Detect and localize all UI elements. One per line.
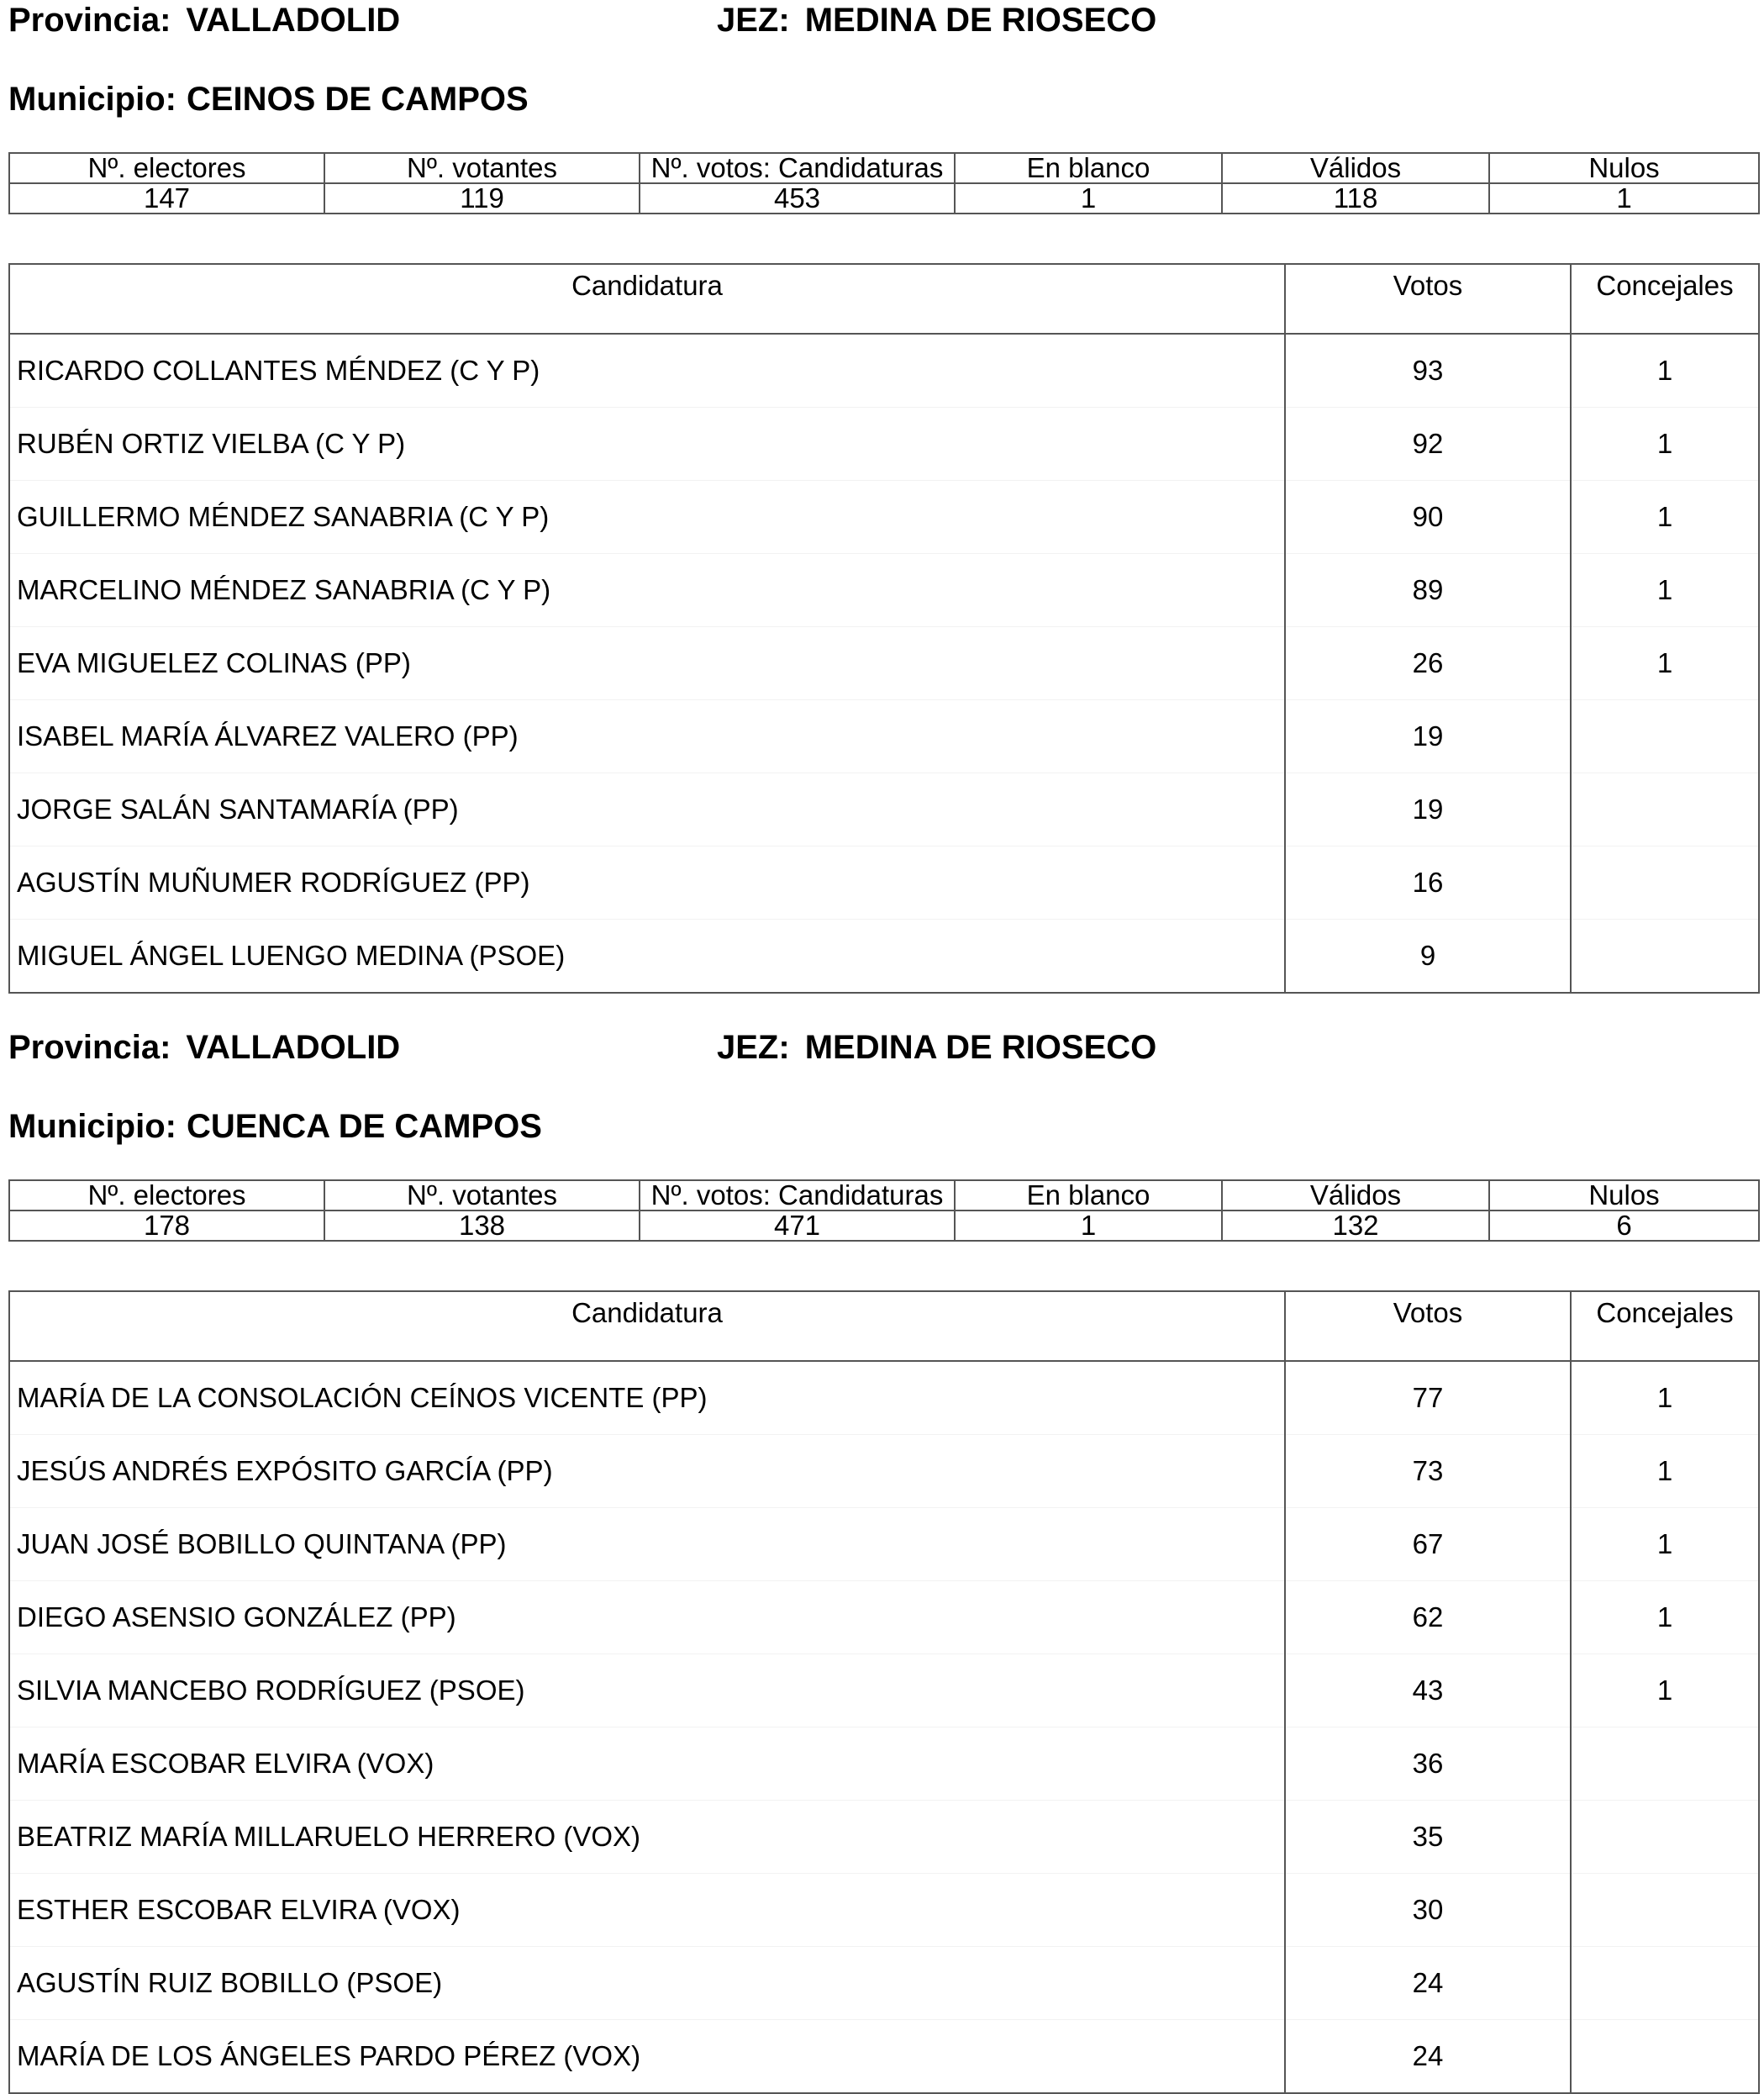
table-row — [9, 773, 1759, 847]
stats-value-row — [9, 1211, 1759, 1241]
municipio-line — [8, 1106, 542, 1147]
candidate-seats: 1 — [1571, 1654, 1759, 1727]
table-row — [9, 554, 1759, 627]
candidate-votes: 19 — [1285, 700, 1571, 773]
stats-header-row — [9, 153, 1759, 183]
concejales-header: Concejales — [1571, 264, 1759, 334]
provincia-value: VALLADOLID — [186, 2, 401, 39]
municipio-line — [8, 79, 529, 119]
candidate-seats — [1571, 700, 1759, 773]
jez-label: JEZ: — [717, 2, 790, 39]
candidates-header-row — [9, 264, 1759, 334]
candidate-votes: 26 — [1285, 627, 1571, 700]
candidate-votes: 67 — [1285, 1508, 1571, 1581]
candidate-seats: 1 — [1571, 1581, 1759, 1654]
stats-value-cell: 147 — [9, 183, 324, 214]
candidate-votes: 90 — [1285, 481, 1571, 554]
stats-value-cell: 132 — [1222, 1211, 1489, 1241]
stats-table — [8, 152, 1760, 214]
candidate-name: JESÚS ANDRÉS EXPÓSITO GARCÍA (PP) — [9, 1435, 1285, 1508]
stats-header-cell: Nº. votos: Candidaturas — [640, 1180, 955, 1211]
table-row — [9, 2020, 1759, 2094]
candidate-votes: 9 — [1285, 920, 1571, 994]
candidate-name: MARÍA DE LA CONSOLACIÓN CEÍNOS VICENTE (PP) — [9, 1361, 1285, 1435]
candidatura-header: Candidatura — [9, 1291, 1285, 1361]
candidate-seats — [1571, 1947, 1759, 2020]
table-row — [9, 408, 1759, 481]
table-row — [9, 1435, 1759, 1508]
provincia-value: VALLADOLID — [186, 1029, 401, 1066]
stats-header-cell: Nº. votos: Candidaturas — [640, 153, 955, 183]
candidate-votes: 30 — [1285, 1874, 1571, 1947]
table-row — [9, 1508, 1759, 1581]
candidate-name: AGUSTÍN RUIZ BOBILLO (PSOE) — [9, 1947, 1285, 2020]
provincia-label: Provincia: — [8, 1029, 171, 1066]
table-row — [9, 847, 1759, 920]
candidate-seats: 1 — [1571, 1435, 1759, 1508]
table-row — [9, 627, 1759, 700]
candidate-votes: 92 — [1285, 408, 1571, 481]
stats-value-cell: 471 — [640, 1211, 955, 1241]
stats-header-cell: Nº. votantes — [324, 153, 640, 183]
candidate-name: BEATRIZ MARÍA MILLARUELO HERRERO (VOX) — [9, 1801, 1285, 1874]
municipio-value: CUENCA DE CAMPOS — [186, 1108, 542, 1145]
candidate-votes: 19 — [1285, 773, 1571, 847]
candidate-name: AGUSTÍN MUÑUMER RODRÍGUEZ (PP) — [9, 847, 1285, 920]
stats-header-cell: Nº. votantes — [324, 1180, 640, 1211]
candidates-header-row — [9, 1291, 1759, 1361]
candidate-votes: 24 — [1285, 1947, 1571, 2020]
candidate-name: ESTHER ESCOBAR ELVIRA (VOX) — [9, 1874, 1285, 1947]
candidate-name: MARCELINO MÉNDEZ SANABRIA (C Y P) — [9, 554, 1285, 627]
stats-table — [8, 1179, 1760, 1242]
candidate-name: RUBÉN ORTIZ VIELBA (C Y P) — [9, 408, 1285, 481]
stats-header-cell: Nº. electores — [9, 153, 324, 183]
municipio-label: Municipio: — [8, 1108, 176, 1145]
stats-value-cell: 1 — [955, 1211, 1222, 1241]
municipio-value: CEINOS DE CAMPOS — [186, 81, 529, 118]
stats-value-cell: 1 — [1489, 183, 1759, 214]
candidate-name: SILVIA MANCEBO RODRÍGUEZ (PSOE) — [9, 1654, 1285, 1727]
table-row — [9, 1654, 1759, 1727]
candidate-seats: 1 — [1571, 334, 1759, 408]
stats-value-cell: 453 — [640, 183, 955, 214]
candidate-seats — [1571, 1727, 1759, 1801]
stats-value-cell: 138 — [324, 1211, 640, 1241]
candidate-seats — [1571, 2020, 1759, 2094]
candidate-name: MIGUEL ÁNGEL LUENGO MEDINA (PSOE) — [9, 920, 1285, 994]
candidate-votes: 62 — [1285, 1581, 1571, 1654]
candidate-name: RICARDO COLLANTES MÉNDEZ (C Y P) — [9, 334, 1285, 408]
candidates-table — [8, 263, 1760, 994]
candidate-name: MARÍA DE LOS ÁNGELES PARDO PÉREZ (VOX) — [9, 2020, 1285, 2094]
candidate-votes: 43 — [1285, 1654, 1571, 1727]
stats-header-cell: Nulos — [1489, 153, 1759, 183]
table-row — [9, 481, 1759, 554]
table-row — [9, 1801, 1759, 1874]
table-row — [9, 334, 1759, 408]
candidate-votes: 35 — [1285, 1801, 1571, 1874]
jez-value: MEDINA DE RIOSECO — [804, 2, 1157, 39]
stats-value-cell: 119 — [324, 183, 640, 214]
candidate-seats — [1571, 1874, 1759, 1947]
stats-value-cell: 6 — [1489, 1211, 1759, 1241]
candidate-name: JORGE SALÁN SANTAMARÍA (PP) — [9, 773, 1285, 847]
candidate-name: DIEGO ASENSIO GONZÁLEZ (PP) — [9, 1581, 1285, 1654]
table-row — [9, 1947, 1759, 2020]
candidate-name: GUILLERMO MÉNDEZ SANABRIA (C Y P) — [9, 481, 1285, 554]
stats-header-cell: En blanco — [955, 153, 1222, 183]
stats-value-row — [9, 183, 1759, 214]
provincia-label: Provincia: — [8, 2, 171, 39]
jez-label: JEZ: — [717, 1029, 790, 1066]
candidate-votes: 93 — [1285, 334, 1571, 408]
stats-header-cell: Nº. electores — [9, 1180, 324, 1211]
stats-header-row — [9, 1180, 1759, 1211]
stats-header-cell: Válidos — [1222, 153, 1489, 183]
candidate-votes: 24 — [1285, 2020, 1571, 2094]
candidatura-header: Candidatura — [9, 264, 1285, 334]
votos-header: Votos — [1285, 264, 1571, 334]
provincia-line — [8, 1027, 400, 1068]
candidates-table — [8, 1290, 1760, 2094]
votos-header: Votos — [1285, 1291, 1571, 1361]
candidate-seats — [1571, 920, 1759, 994]
stats-header-cell: Válidos — [1222, 1180, 1489, 1211]
candidate-votes: 36 — [1285, 1727, 1571, 1801]
candidate-name: EVA MIGUELEZ COLINAS (PP) — [9, 627, 1285, 700]
candidate-name: ISABEL MARÍA ÁLVAREZ VALERO (PP) — [9, 700, 1285, 773]
candidate-votes: 89 — [1285, 554, 1571, 627]
jez-line — [717, 0, 1156, 40]
table-row — [9, 920, 1759, 994]
table-row — [9, 1727, 1759, 1801]
candidate-votes: 73 — [1285, 1435, 1571, 1508]
stats-header-cell: En blanco — [955, 1180, 1222, 1211]
candidate-seats: 1 — [1571, 408, 1759, 481]
candidate-seats: 1 — [1571, 1361, 1759, 1435]
jez-value: MEDINA DE RIOSECO — [804, 1029, 1157, 1066]
candidate-votes: 77 — [1285, 1361, 1571, 1435]
jez-line — [717, 1027, 1156, 1068]
candidate-seats — [1571, 847, 1759, 920]
table-row — [9, 1874, 1759, 1947]
table-row — [9, 1581, 1759, 1654]
candidate-seats — [1571, 773, 1759, 847]
stats-value-cell: 118 — [1222, 183, 1489, 214]
table-row — [9, 700, 1759, 773]
provincia-line — [8, 0, 400, 40]
table-row — [9, 1361, 1759, 1435]
candidate-seats: 1 — [1571, 1508, 1759, 1581]
stats-value-cell: 1 — [955, 183, 1222, 214]
candidate-seats: 1 — [1571, 481, 1759, 554]
municipio-label: Municipio: — [8, 81, 176, 118]
candidate-name: MARÍA ESCOBAR ELVIRA (VOX) — [9, 1727, 1285, 1801]
concejales-header: Concejales — [1571, 1291, 1759, 1361]
candidate-votes: 16 — [1285, 847, 1571, 920]
candidate-seats: 1 — [1571, 554, 1759, 627]
candidate-name: JUAN JOSÉ BOBILLO QUINTANA (PP) — [9, 1508, 1285, 1581]
stats-value-cell: 178 — [9, 1211, 324, 1241]
candidate-seats — [1571, 1801, 1759, 1874]
candidate-seats: 1 — [1571, 627, 1759, 700]
stats-header-cell: Nulos — [1489, 1180, 1759, 1211]
